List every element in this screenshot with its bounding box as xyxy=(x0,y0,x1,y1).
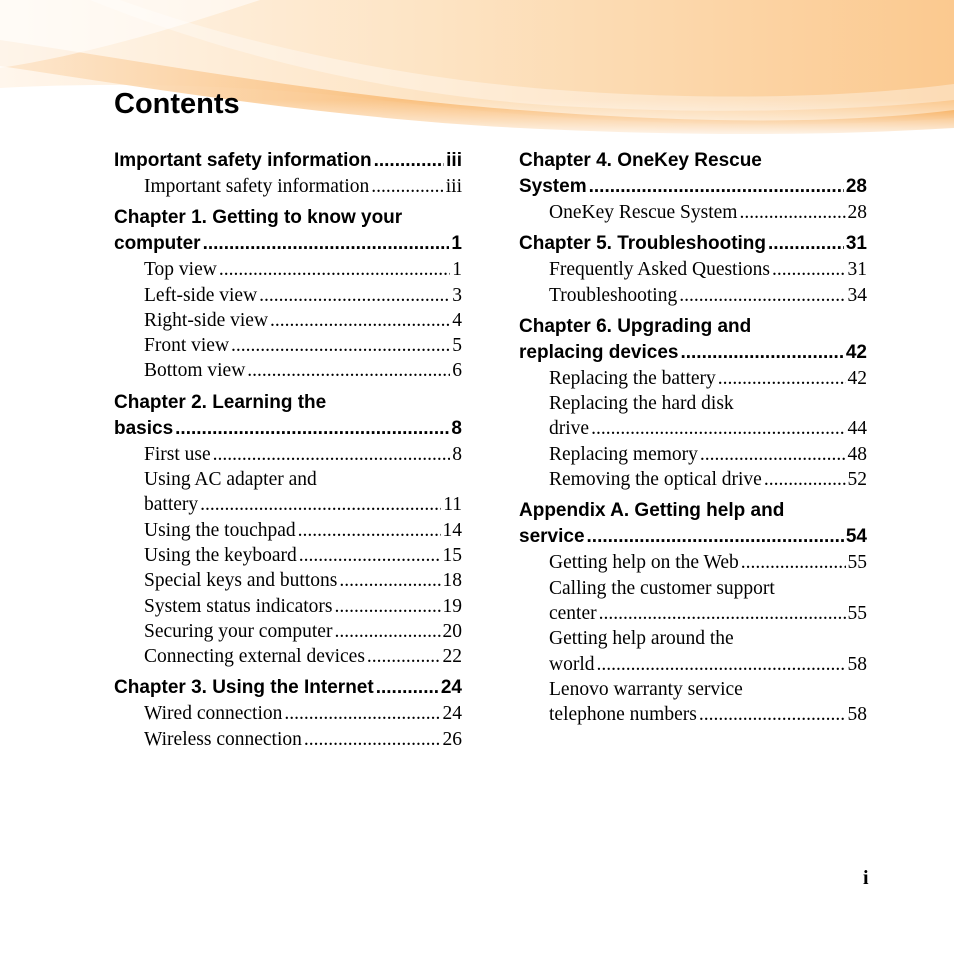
dot-leader xyxy=(374,148,445,174)
entry-title-row xyxy=(549,601,867,626)
toc-chapter xyxy=(114,148,462,199)
toc-entry-link[interactable] xyxy=(519,257,867,282)
entry-title: OneKey Rescue System xyxy=(549,202,738,223)
chapter-heading-link[interactable] xyxy=(519,314,867,366)
toc-entry-link[interactable] xyxy=(114,442,462,467)
chapter-title-line1: Chapter 1. Getting to know your xyxy=(114,207,403,229)
chapter-title: computer xyxy=(114,233,201,255)
entry-page-number: 6 xyxy=(452,360,462,382)
dot-leader xyxy=(764,467,846,492)
dot-leader xyxy=(259,283,450,308)
chapter-page-number: 24 xyxy=(440,677,462,699)
entry-title: drive xyxy=(549,418,590,440)
entry-page-number: 58 xyxy=(847,704,867,726)
entry-page-number: 18 xyxy=(442,570,462,592)
entry-title: Securing your computer xyxy=(144,620,333,642)
entry-title: Left-side view xyxy=(144,284,258,306)
dot-leader xyxy=(339,568,440,593)
entry-page-number: 26 xyxy=(442,728,462,750)
entry-title-row xyxy=(144,568,462,593)
entry-page-number: 3 xyxy=(452,284,462,306)
toc-entry-link[interactable] xyxy=(519,467,867,492)
toc-chapter xyxy=(519,314,867,492)
entry-page-number: 8 xyxy=(452,443,462,465)
entry-title-row xyxy=(144,701,462,726)
toc-chapter xyxy=(519,148,867,225)
entry-title: telephone numbers xyxy=(549,704,697,726)
entry-title-row xyxy=(549,442,867,467)
chapter-title-row xyxy=(114,675,462,701)
toc-entry-link[interactable] xyxy=(114,594,462,619)
entry-page-number: 11 xyxy=(443,494,462,516)
entry-title-row xyxy=(144,619,462,644)
toc-entry-link[interactable] xyxy=(519,576,867,627)
entry-title: Using the touchpad xyxy=(144,519,296,541)
chapter-heading-link[interactable] xyxy=(519,148,867,200)
toc-right-column xyxy=(519,148,867,727)
toc-entry-link[interactable] xyxy=(519,283,867,308)
chapter-title-line1: Appendix A. Getting help and xyxy=(519,500,785,522)
chapter-title: Important safety information xyxy=(114,150,372,171)
dot-leader xyxy=(298,518,441,543)
toc-entry-link[interactable] xyxy=(114,568,462,593)
toc-entry-link[interactable] xyxy=(114,283,462,308)
entry-title: Replacing the battery xyxy=(549,367,716,389)
entry-title-row xyxy=(144,174,462,199)
entry-page-number: 24 xyxy=(442,703,462,725)
dot-leader xyxy=(203,231,450,257)
toc-chapter xyxy=(114,390,462,670)
entry-title-row xyxy=(144,594,462,619)
dot-leader xyxy=(741,550,846,575)
chapter-title-row xyxy=(114,416,462,442)
entry-title-line1: Using AC adapter and xyxy=(144,469,317,491)
entry-title-row xyxy=(144,442,462,467)
chapter-title: replacing devices xyxy=(519,341,679,363)
entry-title-row xyxy=(549,366,867,391)
chapter-page-number: 28 xyxy=(845,176,867,197)
chapter-page-number: 54 xyxy=(845,526,867,548)
dot-leader xyxy=(680,340,843,366)
toc-entry-link[interactable] xyxy=(519,550,867,575)
entry-page-number: 55 xyxy=(847,602,867,624)
chapter-title: Chapter 5. Troubleshooting xyxy=(519,233,767,255)
dot-leader xyxy=(304,727,441,752)
entry-page-number: 52 xyxy=(847,469,867,491)
entry-title: Bottom view xyxy=(144,360,246,382)
entry-title-row xyxy=(549,652,867,677)
entry-title: Front view xyxy=(144,335,230,357)
entry-page-number: 4 xyxy=(452,309,462,331)
dot-leader xyxy=(589,174,844,200)
toc-left-column xyxy=(114,148,462,752)
dot-leader xyxy=(284,701,440,726)
entry-page-number: 31 xyxy=(847,259,867,281)
toc-entry-link[interactable] xyxy=(519,366,867,391)
entry-title-row xyxy=(549,200,867,225)
entry-page-number: 20 xyxy=(442,620,462,642)
entry-title-row xyxy=(144,333,462,358)
toc-entry-link[interactable] xyxy=(114,467,462,518)
toc-entry-link[interactable] xyxy=(114,257,462,282)
toc-chapter xyxy=(519,231,867,308)
chapter-title-row xyxy=(114,231,462,257)
entry-title: Using the keyboard xyxy=(144,544,297,566)
entry-title: First use xyxy=(144,443,211,465)
dot-leader xyxy=(768,231,844,257)
entry-title: Connecting external devices xyxy=(144,646,365,668)
entry-title: Getting help on the Web xyxy=(549,552,739,574)
entry-page-number: 1 xyxy=(452,259,462,281)
entry-page-number: 19 xyxy=(442,595,462,617)
entry-title-row xyxy=(144,257,462,282)
chapter-title-row xyxy=(114,148,462,174)
entry-title-row xyxy=(549,550,867,575)
chapter-title-line1: Chapter 6. Upgrading and xyxy=(519,315,752,337)
dot-leader xyxy=(700,442,846,467)
entry-title-row xyxy=(144,644,462,669)
dot-leader xyxy=(270,308,450,333)
entry-page-number: 28 xyxy=(847,202,867,223)
chapter-title-row xyxy=(519,231,867,257)
toc-chapter xyxy=(114,675,462,752)
chapter-title-line1: Chapter 2. Learning the xyxy=(114,391,327,413)
entry-page-number: 48 xyxy=(847,443,867,465)
entry-page-number: iii xyxy=(445,176,462,197)
toc-entry-link[interactable] xyxy=(519,677,867,728)
chapter-page-number: 31 xyxy=(845,233,867,255)
entry-page-number: 42 xyxy=(847,367,867,389)
entry-page-number: 58 xyxy=(847,653,867,675)
entry-title-row xyxy=(144,727,462,752)
chapter-title-line1: Chapter 4. OneKey Rescue xyxy=(519,150,762,171)
entry-title: System status indicators xyxy=(144,595,333,617)
entry-title: Wired connection xyxy=(144,703,283,725)
chapter-heading-link[interactable] xyxy=(114,675,462,701)
entry-title: Troubleshooting xyxy=(549,284,678,306)
entry-title: Wireless connection xyxy=(144,728,302,750)
dot-leader xyxy=(200,492,441,517)
page-number: i xyxy=(863,867,869,889)
entry-title-row xyxy=(549,416,867,441)
entry-title: Top view xyxy=(144,259,217,281)
chapter-title-row xyxy=(519,340,867,366)
toc-entry-link[interactable] xyxy=(114,644,462,669)
entry-title: Important safety information xyxy=(144,176,370,197)
toc-entry-link[interactable] xyxy=(114,701,462,726)
toc-entry-link[interactable] xyxy=(114,333,462,358)
chapter-title: System xyxy=(519,176,587,197)
toc-entry-link[interactable] xyxy=(519,391,867,442)
entry-title-row xyxy=(144,308,462,333)
chapter-title: basics xyxy=(114,417,174,439)
toc-entry-link[interactable] xyxy=(114,174,462,199)
dot-leader xyxy=(175,416,449,442)
entry-title-row xyxy=(144,492,462,517)
toc-chapter xyxy=(519,498,867,727)
page-title: Contents xyxy=(114,88,240,120)
chapter-heading-link[interactable] xyxy=(114,205,462,257)
toc-chapter xyxy=(114,205,462,383)
dot-leader xyxy=(335,594,441,619)
entry-title-row xyxy=(549,257,867,282)
entry-title-line1: Replacing the hard disk xyxy=(549,393,734,415)
dot-leader xyxy=(376,675,439,701)
entry-page-number: 5 xyxy=(452,335,462,357)
chapter-heading-link[interactable] xyxy=(519,231,867,257)
chapter-title: service xyxy=(519,526,585,548)
entry-page-number: 22 xyxy=(442,646,462,668)
entry-title: Frequently Asked Questions xyxy=(549,259,770,281)
entry-title: Replacing memory xyxy=(549,443,698,465)
dot-leader xyxy=(718,366,846,391)
dot-leader xyxy=(739,200,845,225)
entry-title-row xyxy=(144,358,462,383)
dot-leader xyxy=(772,257,846,282)
entry-page-number: 14 xyxy=(442,519,462,541)
entry-title-line1: Getting help around the xyxy=(549,628,734,650)
chapter-heading-link[interactable] xyxy=(114,148,462,174)
dot-leader xyxy=(599,601,846,626)
chapter-page-number: 1 xyxy=(451,233,462,255)
entry-title-row xyxy=(144,283,462,308)
dot-leader xyxy=(219,257,450,282)
chapter-heading-link[interactable] xyxy=(519,498,867,550)
toc-entry-link[interactable] xyxy=(519,200,867,225)
entry-title: Special keys and buttons xyxy=(144,570,338,592)
entry-title-row xyxy=(549,467,867,492)
chapter-page-number: 8 xyxy=(451,417,462,439)
entry-title-row xyxy=(144,518,462,543)
dot-leader xyxy=(597,652,846,677)
toc-entry-link[interactable] xyxy=(114,619,462,644)
dot-leader xyxy=(699,702,846,727)
entry-title-line1: Lenovo warranty service xyxy=(549,678,743,700)
entry-title-row xyxy=(549,283,867,308)
dot-leader xyxy=(371,174,443,199)
toc-entry-link[interactable] xyxy=(114,727,462,752)
chapter-title-row xyxy=(519,174,867,200)
dot-leader xyxy=(334,619,440,644)
entry-title-line1: Calling the customer support xyxy=(549,577,775,599)
entry-title: world xyxy=(549,653,595,675)
dot-leader xyxy=(367,644,441,669)
chapter-page-number: iii xyxy=(446,150,462,171)
toc-entry-link[interactable] xyxy=(519,626,867,677)
dot-leader xyxy=(587,524,844,550)
chapter-heading-link[interactable] xyxy=(114,390,462,442)
dot-leader xyxy=(299,543,441,568)
toc-entry-link[interactable] xyxy=(114,308,462,333)
toc-entry-link[interactable] xyxy=(519,442,867,467)
entry-title-row xyxy=(549,702,867,727)
chapter-page-number: 42 xyxy=(845,341,867,363)
entry-page-number: 55 xyxy=(847,552,867,574)
dot-leader xyxy=(231,333,450,358)
entry-title-row xyxy=(144,543,462,568)
toc-entry-link[interactable] xyxy=(114,543,462,568)
toc-entry-link[interactable] xyxy=(114,358,462,383)
chapter-title-row xyxy=(519,524,867,550)
dot-leader xyxy=(247,358,450,383)
entry-page-number: 34 xyxy=(847,284,867,306)
dot-leader xyxy=(213,442,451,467)
toc-entry-link[interactable] xyxy=(114,518,462,543)
dot-leader xyxy=(679,283,845,308)
dot-leader xyxy=(591,416,845,441)
entry-title: battery xyxy=(144,494,199,516)
entry-page-number: 44 xyxy=(847,418,867,440)
entry-title: Right-side view xyxy=(144,309,269,331)
entry-title: Removing the optical drive xyxy=(549,469,762,491)
chapter-title: Chapter 3. Using the Internet xyxy=(114,677,374,699)
entry-page-number: 15 xyxy=(442,544,462,566)
entry-title: center xyxy=(549,602,597,624)
